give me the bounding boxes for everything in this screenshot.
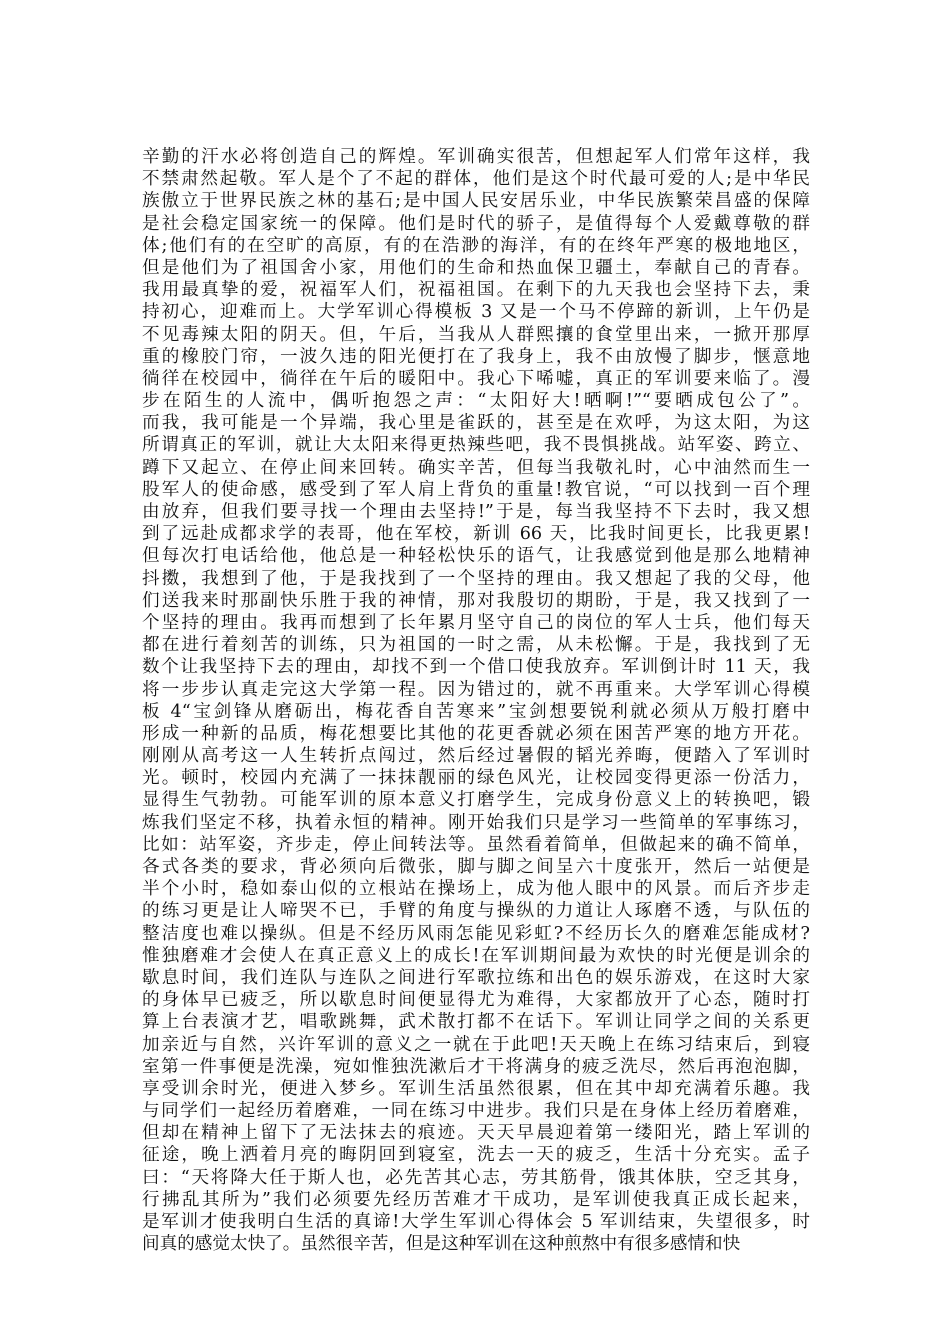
text-line: 显得生气勃勃。可能军训的原本意义打磨学生，完成身份意义上的转换吧，锻 <box>142 790 810 811</box>
text-line: 各式各类的要求，背必须向后微张，脚与脚之间呈六十度张开，然后一站便是 <box>142 857 810 877</box>
text-line: 的身体早已疲乏，所以歇息时间便显得尤为难得，大家都放开了心态，随时打 <box>142 990 810 1011</box>
text-line: 征途，晚上洒着月亮的晦阴回到寝室，洗去一天的疲乏，生活十分充实。孟子 <box>142 1145 810 1166</box>
text-line: 不见毒辣太阳的阴天。但，午后，当我从人群熙攘的食堂里出来，一掀开那厚 <box>142 324 810 345</box>
text-line: 步在陌生的人流中，偶听抱怨之声：“太阳好大!晒啊!”“要晒成包公了”。 <box>142 391 810 412</box>
text-line: 享受训余时光，便进入梦乡。军训生活虽然很累，但在其中却充满着乐趣。我 <box>142 1078 810 1099</box>
text-line: 所谓真正的军训，就让大太阳来得更热辣些吧，我不畏惧挑战。站军姿、跨立、 <box>142 435 810 456</box>
text-line: 族傲立于世界民族之林的基石;是中国人民安居乐业，中华民族繁荣昌盛的保障 <box>142 191 810 212</box>
text-line: 重的橡胶门帘，一波久违的阳光便打在了我身上，我不由放慢了脚步，惬意地 <box>142 346 810 367</box>
text-line: 蹲下又起立、在停止间来回转。确实辛苦，但每当我敬礼时，心中油然而生一 <box>142 457 810 478</box>
text-line: 但每次打电话给他，他总是一种轻松快乐的语气，让我感觉到他是那么地精神 <box>142 546 810 567</box>
text-line: 股军人的使命感，感受到了军人肩上背负的重量!教官说，“可以找到一百个理 <box>142 479 810 500</box>
text-line: 个坚持的理由。我再而想到了长年累月坚守自己的岗位的军人士兵，他们每天 <box>142 612 810 633</box>
text-line: 抖擞，我想到了他，于是我找到了一个坚持的理由。我又想起了我的父母，他 <box>142 568 810 589</box>
text-line: 板 4“宝剑锋从磨砺出，梅花香自苦寒来”宝剑想要锐利就必须从万般打磨中 <box>142 701 810 722</box>
text-line: 半个小时，稳如泰山似的立根站在操场上，成为他人眼中的风景。而后齐步走 <box>142 879 810 900</box>
text-line: 是社会稳定国家统一的保障。他们是时代的骄子，是值得每个人爱戴尊敬的群 <box>142 213 810 234</box>
text-line: 徜徉在校园中，徜徉在午后的暖阳中。我心下唏嘘，真正的军训要来临了。漫 <box>142 368 810 389</box>
text-line: 的练习更是让人啼哭不已，手臂的角度与操纵的力道让人琢磨不透，与队伍的 <box>142 901 810 922</box>
text-line: 体;他们有的在空旷的高原，有的在浩渺的海洋，有的在终年严寒的极地地区， <box>142 235 810 256</box>
text-line: 但却在精神上留下了无法抹去的痕迹。天天早晨迎着第一缕阳光，踏上军训的 <box>142 1123 810 1144</box>
text-line: 持初心，迎难而上。大学军训心得模板 3 又是一个马不停蹄的新训，上午仍是 <box>142 302 810 323</box>
text-line: 与同学们一起经历着磨难，一同在练习中进步。我们只是在身体上经历着磨难， <box>142 1101 810 1122</box>
text-line: 刚刚从高考这一人生转折点闯过，然后经过暑假的韬光养晦，便踏入了军训时 <box>142 746 810 767</box>
text-line: 都在进行着刻苦的训练，只为祖国的一时之需，从未松懈。于是，我找到了无 <box>142 635 810 656</box>
text-line: 加亲近与自然，兴许军训的意义之一就在于此吧!天天晚上在练习结束后，到寝 <box>142 1034 810 1055</box>
text-line: 整洁度也难以操纵。但是不经历风雨怎能见彩虹?不经历长久的磨难怎能成材? <box>142 923 810 944</box>
text-line: 形成一种新的品质，梅花想要比其他的花更香就必须在困苦严寒的地方开花。 <box>142 723 810 744</box>
text-line: 曰：“天将降大任于斯人也，必先苦其心志，劳其筋骨，饿其体肤，空乏其身， <box>142 1167 810 1188</box>
text-line: 数个让我坚持下去的理由，却找不到一个借口使我放弃。军训倒计时 11 天，我 <box>142 657 810 678</box>
text-line: 室第一件事便是洗澡，宛如惟独洗漱后才干将满身的疲乏洗尽，然后再泡泡脚， <box>142 1056 810 1077</box>
text-line: 炼我们坚定不移，执着永恒的精神。刚开始我们只是学习一些简单的军事练习， <box>142 812 810 833</box>
text-line: 将一步步认真走完这大学第一程。因为错过的，就不再重来。大学军训心得模 <box>142 679 810 700</box>
text-line: 到了远赴成都求学的表哥，他在军校，新训 66 天，比我时间更长，比我更累! <box>142 524 810 545</box>
body-text <box>142 146 810 1255</box>
text-line: 不禁肃然起敬。军人是个了不起的群体，他们是这个时代最可爱的人;是中华民 <box>142 169 810 190</box>
text-line: 是军训才使我明白生活的真谛!大学生军训心得体会 5 军训结束，失望很多，时 <box>142 1212 810 1232</box>
text-line: 歇息时间，我们连队与连队之间进行军歌拉练和出色的娱乐游戏，在这时大家 <box>142 967 810 988</box>
text-line: 由放弃，但我们要寻找一个理由去坚持!”于是，每当我坚持不下去时，我又想 <box>142 502 810 522</box>
text-line: 间真的感觉太快了。虽然很辛苦，但是这种军训在这种煎熬中有很多感情和快 <box>142 1234 741 1255</box>
text-line: 算上台表演才艺，唱歌跳舞，武术散打都不在话下。军训让同学之间的关系更 <box>142 1012 810 1033</box>
text-line: 但是他们为了祖国舍小家，用他们的生命和热血保卫疆土，奉献自己的青春。 <box>142 257 810 278</box>
text-line: 比如：站军姿，齐步走，停止间转法等。虽然看着简单，但做起来的确不简单， <box>142 834 810 855</box>
text-line: 行拂乱其所为”我们必须要先经历苦难才干成功，是军训使我真正成长起来， <box>142 1189 810 1210</box>
text-line: 而我，我可能是一个异端，我心里是雀跃的，甚至是在欢呼，为这太阳，为这 <box>142 413 810 434</box>
text-line: 惟独磨难才会使人在真正意义上的成长!在军训期间最为欢快的时光便是训余的 <box>142 945 810 966</box>
text-line: 我用最真挚的爱，祝福军人们，祝福祖国。在剩下的九天我也会坚持下去，秉 <box>142 280 810 301</box>
text-line: 光。顿时，校园内充满了一抹抹靓丽的绿色风光，让校园变得更添一份活力， <box>142 768 810 789</box>
text-line: 们送我来时那副快乐胜于我的神情，那对我殷切的期盼，于是，我又找到了一 <box>142 590 810 611</box>
text-line: 辛勤的汗水必将创造自己的辉煌。军训确实很苦，但想起军人们常年这样，我 <box>142 147 810 167</box>
